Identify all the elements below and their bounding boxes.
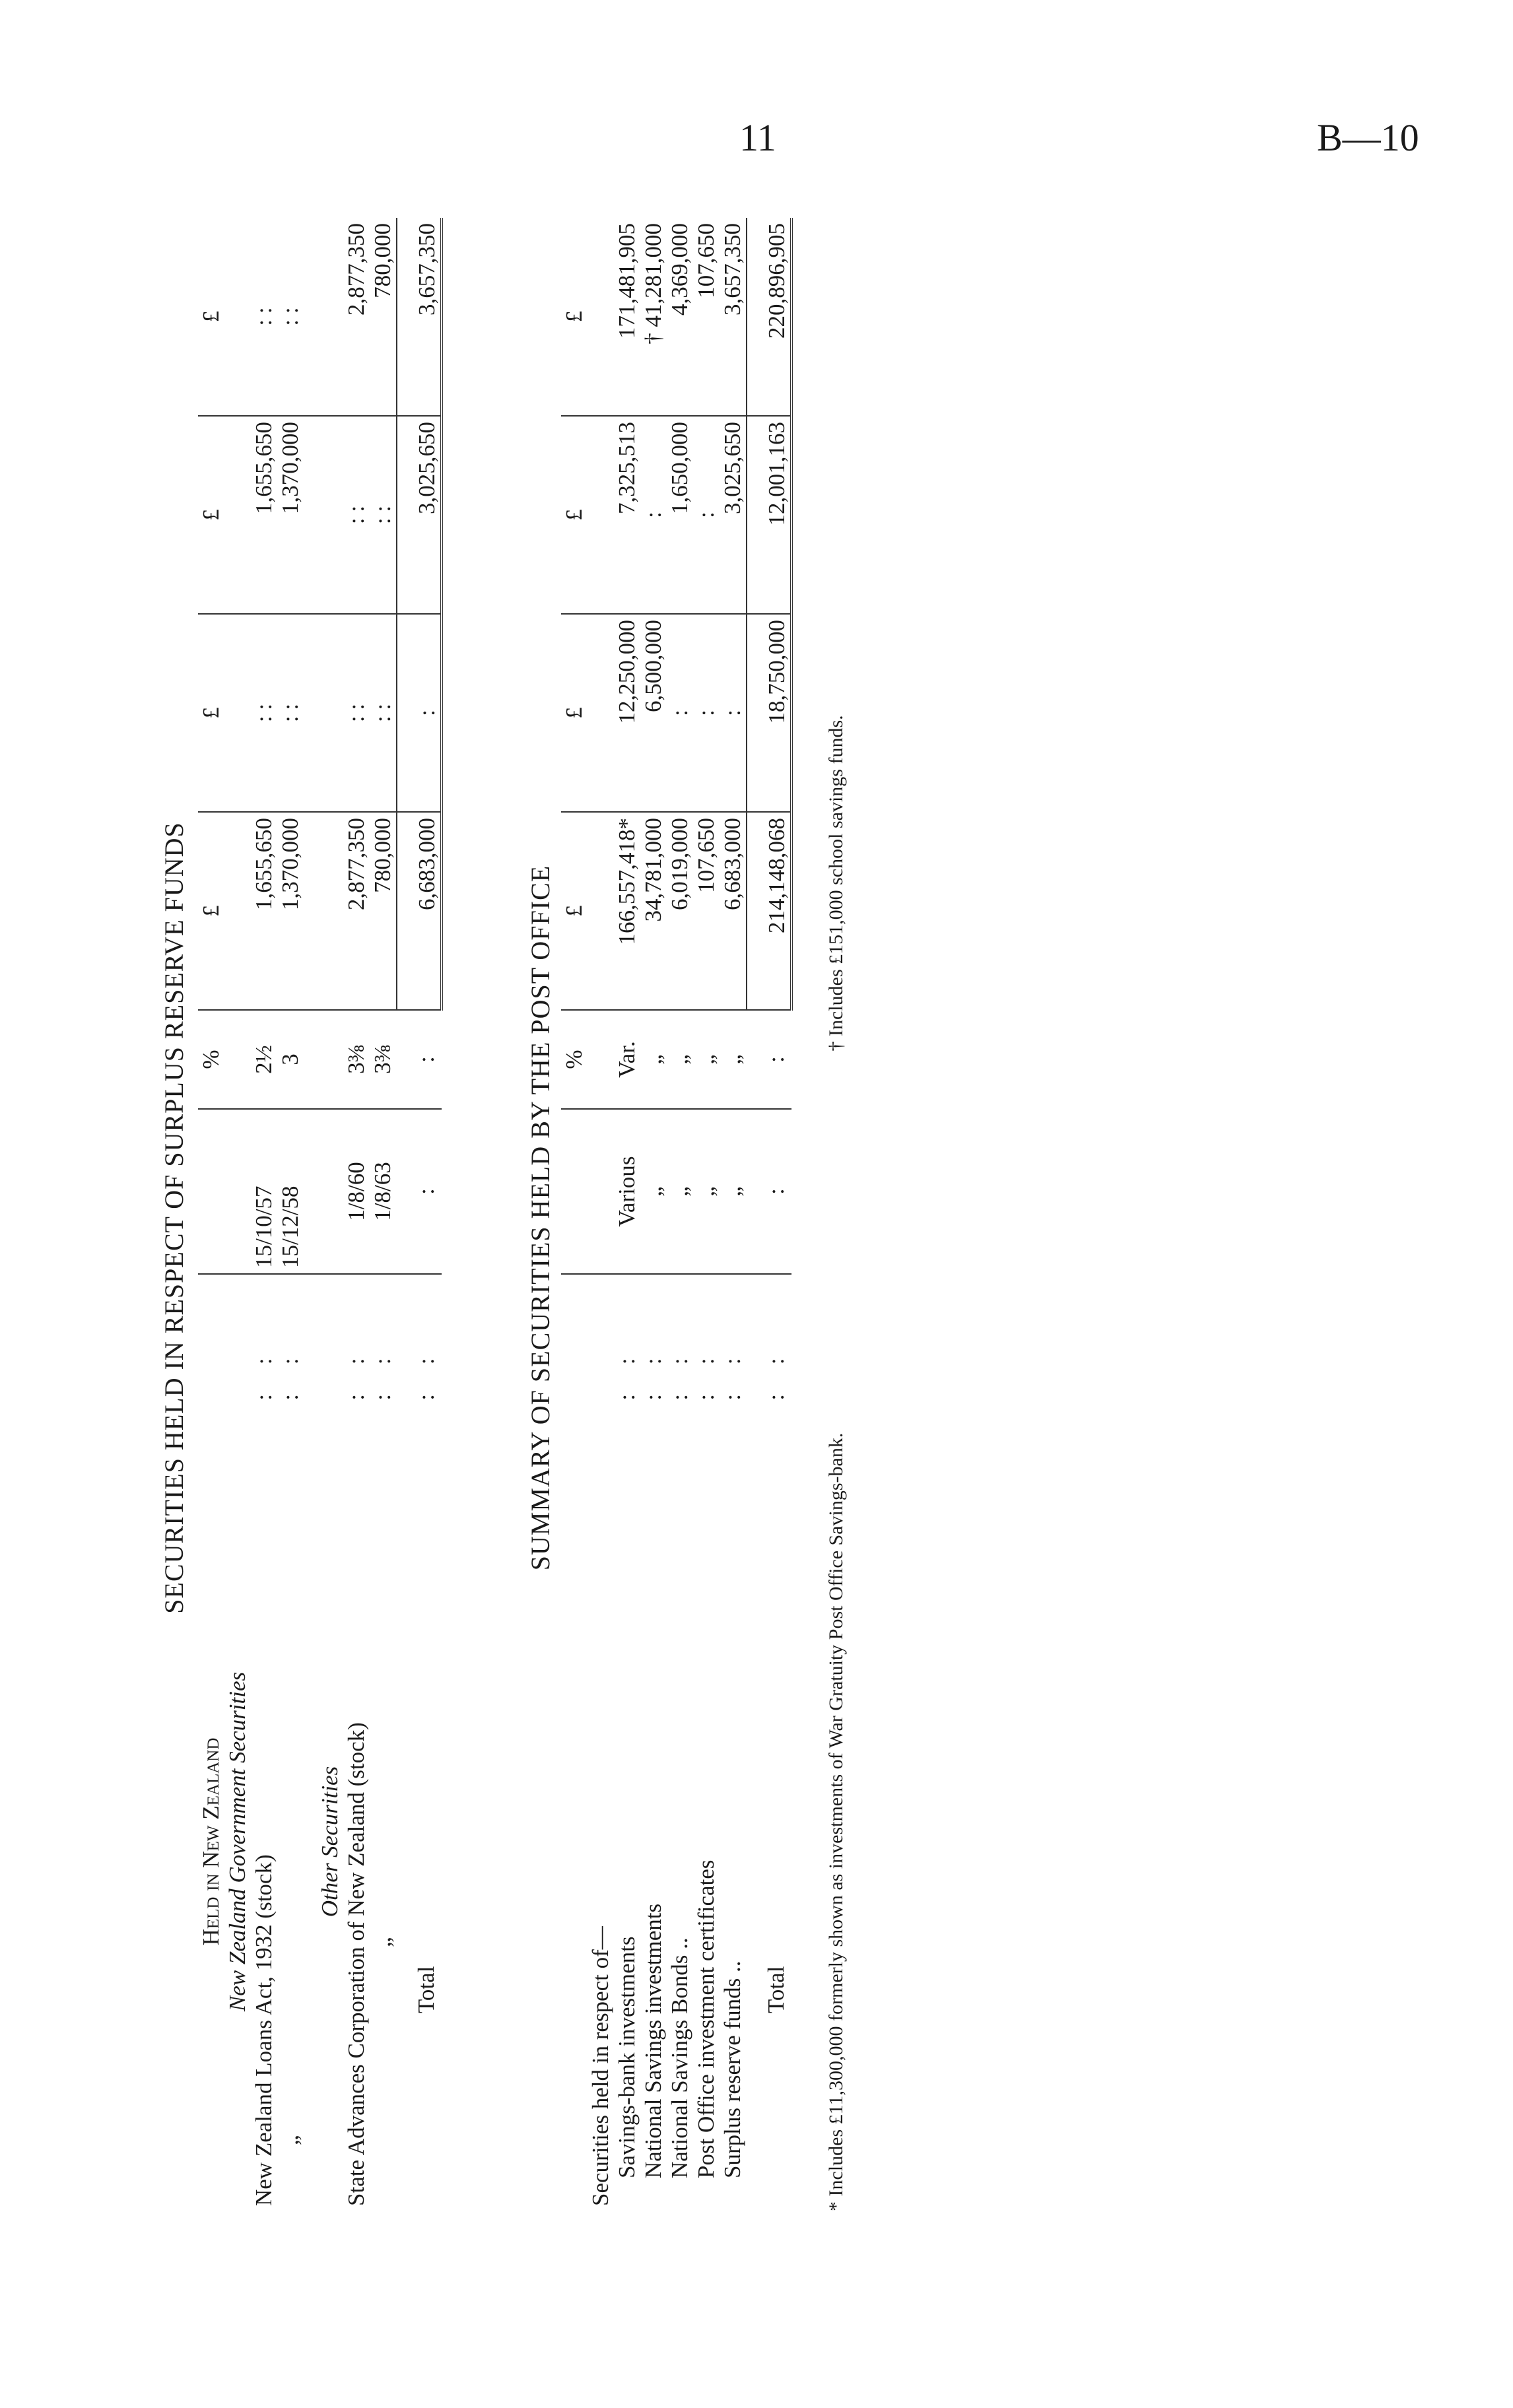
row-rate: „ [640, 1010, 667, 1109]
row-date: Various [614, 1109, 640, 1274]
row-rate: „ [693, 1010, 720, 1109]
row-amount: 166,557,418* [614, 812, 640, 1010]
total-row [747, 218, 791, 2211]
row-col4: 2,877,350 [343, 218, 370, 416]
leader-dots: : : [370, 1346, 395, 1401]
row-amount: 6,683,000 [720, 812, 747, 1010]
leader-dots: : : [413, 1346, 439, 1401]
row-col2: : : [370, 614, 397, 812]
row-amount: 107,650 [693, 812, 720, 1010]
row-rate: 3 [277, 1010, 304, 1109]
footnote-dagger: † Includes £151,000 school savings funds. [825, 715, 847, 1052]
leader-dots: : : [343, 1346, 369, 1401]
row-desc: Post Office investment certificates [693, 1859, 719, 2178]
table-row [277, 218, 304, 2211]
row-col3: 7,325,513 [614, 416, 640, 614]
leader-dots: : : [614, 1346, 640, 1401]
total-rate: : [747, 1010, 791, 1109]
row-desc: „ [277, 2135, 303, 2145]
row-col2: 12,250,000 [614, 614, 640, 812]
post-office-summary-table [561, 218, 793, 2211]
row-col2: : [693, 614, 720, 812]
row-amount: 1,655,650 [251, 812, 277, 1010]
total-label: Total [763, 1966, 789, 2013]
footnote-star: * Includes £11,300,000 formerly shown as investments of War Gratuity Post Office Savings-bank. [825, 1432, 847, 2211]
row-col4: 171,481,905 [614, 218, 640, 416]
row-amount: 780,000 [370, 812, 397, 1010]
table-row [667, 218, 693, 2211]
row-col4: 780,000 [370, 218, 397, 416]
row-desc: „ [370, 1937, 395, 1947]
leader-dots: : : [640, 1346, 666, 1401]
nz-gov-heading: New Zealand Government Securities [224, 1671, 250, 2012]
row-col2: : : [251, 614, 277, 812]
total-col2: : [397, 614, 442, 812]
currency-header: £ [561, 218, 588, 416]
table-row [370, 218, 397, 2211]
row-desc: State Advances Corporation of New Zealand (stock) [343, 1722, 369, 2206]
row-amount: 1,370,000 [277, 812, 304, 1010]
intro-text: Securities held in respect of— [588, 1926, 613, 2206]
row-desc: Surplus reserve funds .. [720, 1960, 745, 2178]
total-row [397, 218, 442, 2211]
table-row [693, 218, 720, 2211]
row-date: 15/12/58 [277, 1109, 304, 1274]
row-rate: 3⅜ [343, 1010, 370, 1109]
document-reference: B—10 [1317, 116, 1419, 159]
leader-dots: : : [667, 1346, 692, 1401]
leader-dots: : : [693, 1346, 719, 1401]
total-col4: 3,657,350 [397, 218, 442, 416]
row-desc: National Savings Bonds .. [667, 1937, 692, 2178]
row-col3: 1,650,000 [667, 416, 693, 614]
surplus-reserve-table [198, 218, 443, 2211]
row-col4: 3,657,350 [720, 218, 747, 416]
row-col3: : : [370, 416, 397, 614]
total-amount: 214,148,068 [747, 812, 791, 1010]
footnotes [825, 224, 848, 2211]
total-col3: 3,025,650 [397, 416, 442, 614]
row-desc: New Zealand Loans Act, 1932 (stock) [251, 1854, 277, 2206]
row-rate: Var. [614, 1010, 640, 1109]
currency-header: £ [198, 812, 224, 1010]
currency-header: £ [198, 416, 224, 614]
row-date: „ [693, 1109, 720, 1274]
row-amount: 6,019,000 [667, 812, 693, 1010]
row-col4: 107,650 [693, 218, 720, 416]
currency-header: £ [198, 218, 224, 416]
row-amount: 34,781,000 [640, 812, 667, 1010]
row-date: „ [667, 1109, 693, 1274]
table-row [251, 218, 277, 2211]
row-desc: Savings-bank investments [614, 1936, 640, 2178]
row-col3: : : [343, 416, 370, 614]
row-date: 1/8/63 [370, 1109, 397, 1274]
row-col2: : : [277, 614, 304, 812]
pct-header: % [561, 1010, 588, 1109]
section2-title: SUMMARY OF SECURITIES HELD BY THE POST OFFICE [525, 865, 555, 1571]
currency-header: £ [561, 416, 588, 614]
section1-title: SECURITIES HELD IN RESPECT OF SURPLUS RESERVE FUNDS [159, 822, 189, 1614]
row-desc: National Savings investments [640, 1903, 666, 2178]
row-col3: : [693, 416, 720, 614]
leader-dots: : : [763, 1346, 789, 1401]
pct-header: % [198, 1010, 224, 1109]
table-row [720, 218, 747, 2211]
row-rate: „ [720, 1010, 747, 1109]
currency-header: £ [198, 614, 224, 812]
row-col2: : [667, 614, 693, 812]
leader-dots: : : [720, 1346, 745, 1401]
page-number: 11 [739, 116, 776, 159]
row-rate: „ [667, 1010, 693, 1109]
row-date: „ [640, 1109, 667, 1274]
row-col2: 6,500,000 [640, 614, 667, 812]
row-rate: 2½ [251, 1010, 277, 1109]
row-col4: † 41,281,000 [640, 218, 667, 416]
rotated-table-content [158, 198, 871, 2211]
currency-header: £ [561, 812, 588, 1010]
row-date: „ [720, 1109, 747, 1274]
total-col2: 18,750,000 [747, 614, 791, 812]
total-date: : [747, 1109, 791, 1274]
row-col3: : [640, 416, 667, 614]
row-col3: 1,370,000 [277, 416, 304, 614]
total-date: : [397, 1109, 442, 1274]
row-amount: 2,877,350 [343, 812, 370, 1010]
total-col4: 220,896,905 [747, 218, 791, 416]
leader-dots: : : [277, 1346, 303, 1401]
table-row [614, 218, 640, 2211]
total-amount: 6,683,000 [397, 812, 442, 1010]
total-rate: : [397, 1010, 442, 1109]
row-rate: 3⅜ [370, 1010, 397, 1109]
row-date: 15/10/57 [251, 1109, 277, 1274]
total-col3: 12,001,163 [747, 416, 791, 614]
row-col4: 4,369,000 [667, 218, 693, 416]
total-label: Total [413, 1966, 439, 2013]
row-col2: : : [343, 614, 370, 812]
leader-dots: : : [251, 1346, 277, 1401]
row-col3: 3,025,650 [720, 416, 747, 614]
table-row [343, 218, 370, 2211]
row-col3: 1,655,650 [251, 416, 277, 614]
row-col4: : : [277, 218, 304, 416]
other-securities-heading: Other Securities [317, 1766, 343, 1918]
row-date: 1/8/60 [343, 1109, 370, 1274]
row-col4: : : [251, 218, 277, 416]
currency-header: £ [561, 614, 588, 812]
held-in-heading: Held in New Zealand [198, 1737, 224, 1946]
row-col2: : [720, 614, 747, 812]
table-row [640, 218, 667, 2211]
